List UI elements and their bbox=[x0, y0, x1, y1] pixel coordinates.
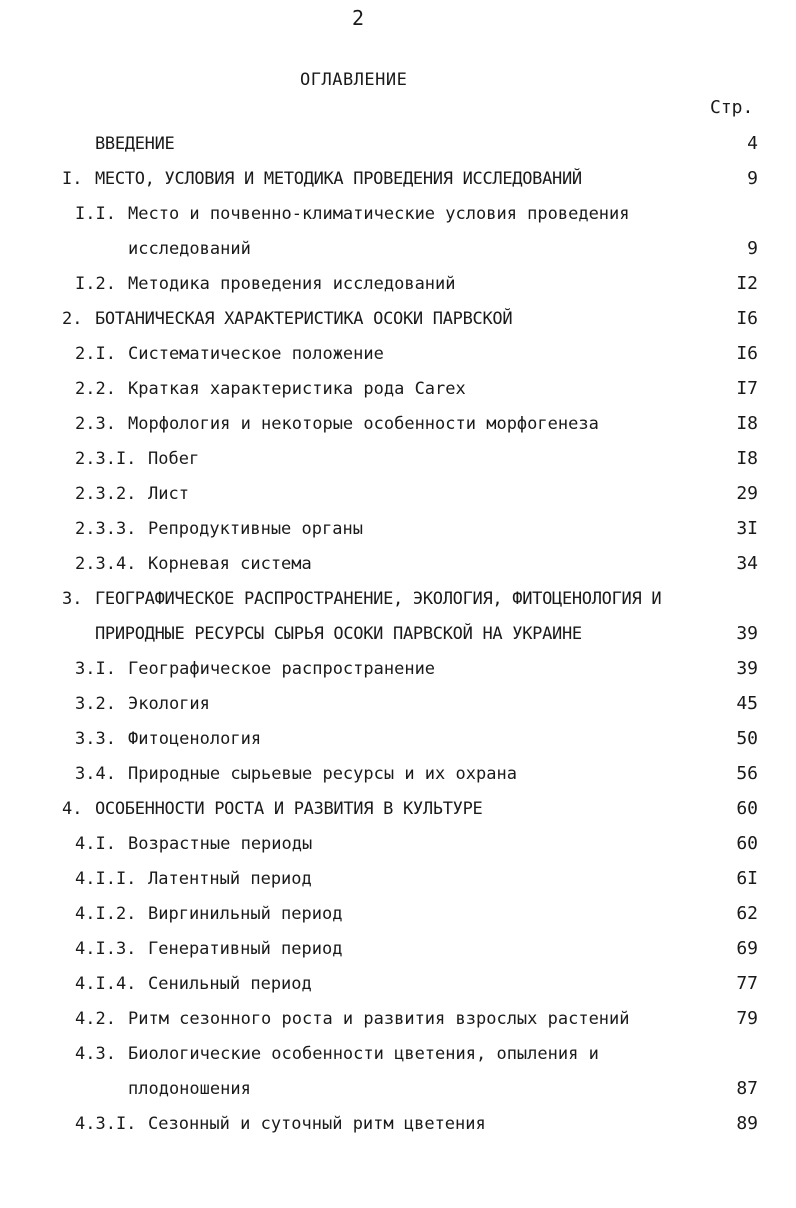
toc-entry bbox=[0, 270, 796, 298]
toc-entry-page: 34 bbox=[736, 553, 758, 574]
toc-entry-title: Генеративный период bbox=[148, 939, 343, 959]
toc-entry-page: I8 bbox=[736, 413, 758, 434]
toc-entry-page: 45 bbox=[736, 693, 758, 714]
toc-entry-number: I. bbox=[62, 169, 83, 189]
page-column-label: Стр. bbox=[710, 97, 754, 118]
toc-entry-number: 4.I.4. bbox=[75, 974, 137, 994]
toc-entry bbox=[0, 725, 796, 753]
toc-entry bbox=[0, 690, 796, 718]
toc-entry-page: 9 bbox=[747, 238, 758, 259]
toc-entry-number: 2. bbox=[62, 309, 83, 329]
toc-entry-continuation bbox=[0, 235, 796, 263]
toc-entry-title: ВВЕДЕНИЕ bbox=[95, 134, 175, 154]
toc-entry-page: 77 bbox=[736, 973, 758, 994]
toc-entry-title: Географическое распространение bbox=[128, 659, 436, 679]
toc-entry bbox=[0, 445, 796, 473]
toc-entry bbox=[0, 760, 796, 788]
toc-entry bbox=[0, 515, 796, 543]
toc-entry-page: 89 bbox=[736, 1113, 758, 1134]
toc-entry-page: 6I bbox=[736, 868, 758, 889]
toc-entry-number: 2.3.3. bbox=[75, 519, 137, 539]
toc-entry bbox=[0, 480, 796, 508]
toc-entry-continuation bbox=[0, 620, 796, 648]
toc-entry-number: 3. bbox=[62, 589, 83, 609]
toc-entry-title: ПРИРОДНЫЕ РЕСУРСЫ СЫРЬЯ ОСОКИ ПАРВСКОЙ НА УКРАИНЕ bbox=[95, 624, 582, 644]
toc-entry bbox=[0, 305, 796, 333]
toc-entry bbox=[0, 550, 796, 578]
toc-entry-number: 4.3. bbox=[75, 1044, 116, 1064]
toc-entry-page: I6 bbox=[736, 343, 758, 364]
toc-entry-title: Морфология и некоторые особенности морфогенеза bbox=[128, 414, 599, 434]
toc-entry-title: Методика проведения исследований bbox=[128, 274, 456, 294]
toc-entry bbox=[0, 865, 796, 893]
toc-entry bbox=[0, 340, 796, 368]
page-number: 2 bbox=[352, 6, 365, 30]
toc-entry-page: I6 bbox=[736, 308, 758, 329]
toc-entry-title: Сезонный и суточный ритм цветения bbox=[148, 1114, 486, 1134]
toc-entry bbox=[0, 935, 796, 963]
toc-entry-title: исследований bbox=[128, 239, 251, 259]
toc-entry-number: 4.2. bbox=[75, 1009, 116, 1029]
toc-entry bbox=[0, 410, 796, 438]
toc-entry bbox=[0, 165, 796, 193]
toc-heading: ОГЛАВЛЕНИЕ bbox=[300, 70, 408, 90]
toc-entry-title: Ритм сезонного роста и развития взрослых растений bbox=[128, 1009, 630, 1029]
toc-entry-title: Краткая характеристика рода Carex bbox=[128, 379, 466, 399]
toc-entry bbox=[0, 130, 796, 158]
toc-entry bbox=[0, 375, 796, 403]
toc-entry-title: ОСОБЕННОСТИ РОСТА И РАЗВИТИЯ В КУЛЬТУРЕ bbox=[95, 799, 483, 819]
toc-entry bbox=[0, 795, 796, 823]
toc-entry-number: 2.3.4. bbox=[75, 554, 137, 574]
toc-entry-number: 4.I. bbox=[75, 834, 116, 854]
toc-entry-number: 4.I.3. bbox=[75, 939, 137, 959]
toc-entry bbox=[0, 1110, 796, 1138]
toc-entry-number: 4.I.I. bbox=[75, 869, 137, 889]
toc-entry bbox=[0, 830, 796, 858]
toc-entry-title: Систематическое положение bbox=[128, 344, 384, 364]
toc-entry-title: ГЕОГРАФИЧЕСКОЕ РАСПРОСТРАНЕНИЕ, ЭКОЛОГИЯ, ФИТОЦЕНОЛОГИЯ И bbox=[95, 589, 662, 609]
toc-entry-title: БОТАНИЧЕСКАЯ ХАРАКТЕРИСТИКА ОСОКИ ПАРВСКОЙ bbox=[95, 309, 513, 329]
toc-entry-number: 4. bbox=[62, 799, 83, 819]
toc-entry-number: I.I. bbox=[75, 204, 116, 224]
toc-entry bbox=[0, 200, 796, 228]
toc-entry-page: 3I bbox=[736, 518, 758, 539]
toc-entry-title: Природные сырьевые ресурсы и их охрана bbox=[128, 764, 517, 784]
toc-entry-page: I2 bbox=[736, 273, 758, 294]
toc-entry bbox=[0, 1040, 796, 1068]
toc-entry-title: Виргинильный период bbox=[148, 904, 343, 924]
toc-entry-number: 2.3. bbox=[75, 414, 116, 434]
toc-entry-number: I.2. bbox=[75, 274, 116, 294]
toc-entry-page: 56 bbox=[736, 763, 758, 784]
toc-entry-number: 3.2. bbox=[75, 694, 116, 714]
toc-entry-page: 29 bbox=[736, 483, 758, 504]
toc-entry-title: Сенильный период bbox=[148, 974, 312, 994]
toc-entry-title: Латентный период bbox=[148, 869, 312, 889]
toc-entry-number: 2.3.2. bbox=[75, 484, 137, 504]
toc-entry bbox=[0, 900, 796, 928]
toc-entry-number: 4.3.I. bbox=[75, 1114, 137, 1134]
toc-entry-page: 50 bbox=[736, 728, 758, 749]
toc-entry bbox=[0, 970, 796, 998]
toc-entry-number: 4.I.2. bbox=[75, 904, 137, 924]
toc-entry-title: Экология bbox=[128, 694, 210, 714]
toc-entry-page: 39 bbox=[736, 658, 758, 679]
toc-entry-title: Место и почвенно-климатические условия проведения bbox=[128, 204, 630, 224]
toc-entry-title: Репродуктивные органы bbox=[148, 519, 363, 539]
toc-entry-title: плодоношения bbox=[128, 1079, 251, 1099]
toc-entry-number: 3.4. bbox=[75, 764, 116, 784]
toc-entry-title: Побег bbox=[148, 449, 200, 469]
toc-entry-page: 4 bbox=[747, 133, 758, 154]
toc-entry-page: 87 bbox=[736, 1078, 758, 1099]
toc-entry-page: I8 bbox=[736, 448, 758, 469]
toc-entry-page: 60 bbox=[736, 798, 758, 819]
toc-entry-page: 9 bbox=[747, 168, 758, 189]
toc-entry-title: Возрастные периоды bbox=[128, 834, 313, 854]
toc-entry-number: 3.3. bbox=[75, 729, 116, 749]
toc-entry-number: 3.I. bbox=[75, 659, 116, 679]
toc-entry-page: 60 bbox=[736, 833, 758, 854]
toc-entry-page: 39 bbox=[736, 623, 758, 644]
toc-entry-number: 2.I. bbox=[75, 344, 116, 364]
toc-entry-title: Биологические особенности цветения, опыления и bbox=[128, 1044, 599, 1064]
toc-entry-page: 62 bbox=[736, 903, 758, 924]
toc-entry bbox=[0, 585, 796, 613]
toc-entry-page: I7 bbox=[736, 378, 758, 399]
toc-entry-title: МЕСТО, УСЛОВИЯ И МЕТОДИКА ПРОВЕДЕНИЯ ИССЛЕДОВАНИЙ bbox=[95, 169, 582, 189]
toc-entry bbox=[0, 655, 796, 683]
toc-entry bbox=[0, 1005, 796, 1033]
toc-entry-number: 2.2. bbox=[75, 379, 116, 399]
toc-entry-continuation bbox=[0, 1075, 796, 1103]
toc-entry-title: Корневая система bbox=[148, 554, 312, 574]
toc-entry-page: 79 bbox=[736, 1008, 758, 1029]
toc-entry-title: Фитоценология bbox=[128, 729, 262, 749]
toc-entry-number: 2.3.I. bbox=[75, 449, 137, 469]
toc-entry-page: 69 bbox=[736, 938, 758, 959]
toc-entry-title: Лист bbox=[148, 484, 189, 504]
